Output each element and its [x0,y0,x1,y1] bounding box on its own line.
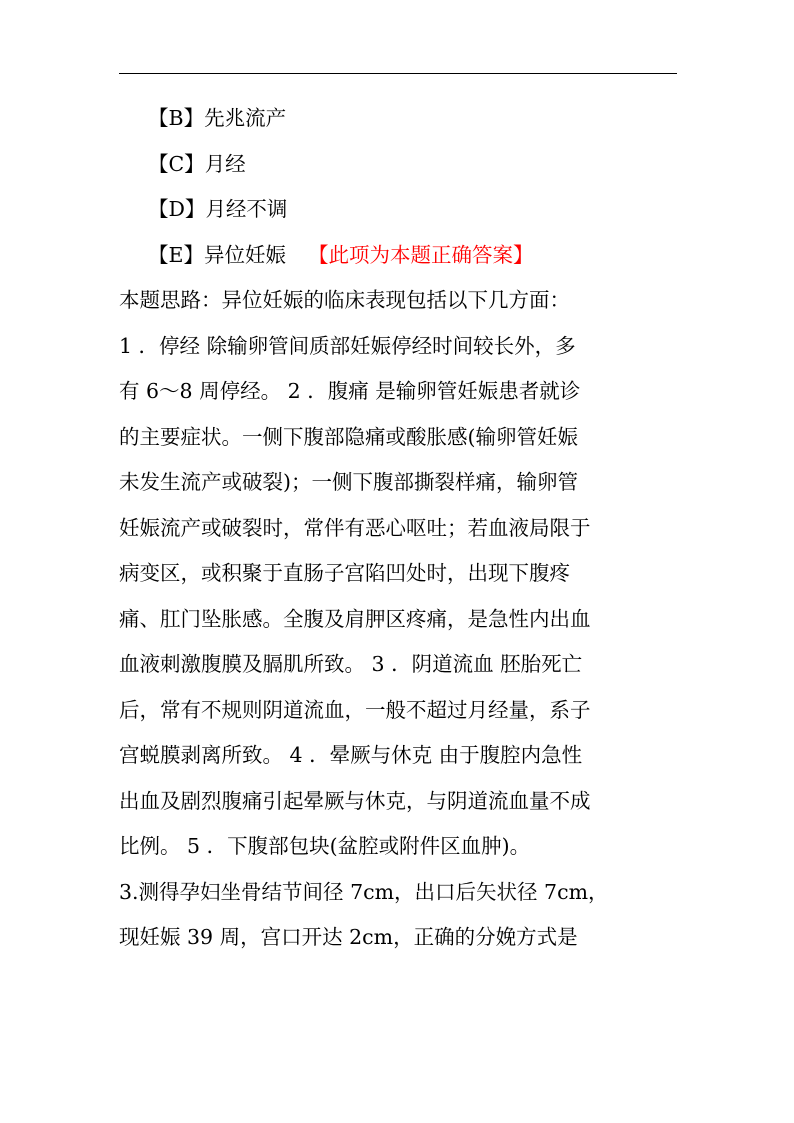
question-line: 3.测得孕妇坐骨结节间径 7cm，出口后矢状径 7cm， [119,879,609,904]
correct-answer-mark: 【此项为本题正确答案】 [307,242,534,267]
analysis-line: 宫蜕膜剥离所致。 4 ．晕厥与休克 由于腹腔内急性 [119,743,583,767]
option-text: 月经 [204,151,246,176]
option-c [119,142,679,188]
analysis-line: 出血及剧烈腹痛引起晕厥与休克，与阴道流血量不成 [119,788,591,813]
option-text: 先兆流产 [204,106,287,130]
option-key: 【E】 [148,242,204,267]
analysis-line: 血液刺激腹膜及膈肌所致。 3 ．阴道流血 胚胎死亡 [119,652,583,676]
option-key: 【D】 [148,197,206,221]
analysis-line: 有 6～8 周停经。 2 ．腹痛 是输卵管妊娠患者就诊 [119,379,581,403]
option-key: 【B】 [148,106,205,130]
analysis-line: 痛、肛门坠胀感。全腹及肩胛区疼痛，是急性内出血 [119,606,591,631]
option-text: 异位妊娠 [203,242,286,267]
option-d [119,187,679,233]
document-body [119,96,679,961]
analysis-line: 比例。 5 ．下腹部包块(盆腔或附件区血肿)。 [119,834,531,858]
analysis-line: 本题思路：异位妊娠的临床表现包括以下几方面： [119,288,570,312]
question-line: 现妊娠 39 周，宫口开达 2cm，正确的分娩方式是 [119,925,578,949]
analysis-line: 病变区，或积聚于直肠子宫陷凹处时，出现下腹疼 [119,561,570,585]
option-e [119,233,679,279]
analysis-line: 的主要症状。一侧下腹部隐痛或酸胀感(输卵管妊娠 [119,424,578,449]
analysis-line: 1 ．停经 除输卵管间质部妊娠停经时间较长外，多 [119,333,576,358]
analysis-line: 未发生流产或破裂)；一侧下腹部撕裂样痛，输卵管 [119,470,578,494]
analysis-line: 妊娠流产或破裂时，常伴有恶心呕吐；若血液局限于 [119,515,591,540]
option-key: 【C】 [148,151,205,176]
option-text: 月经不调 [205,197,288,221]
option-b [119,96,679,142]
header-rule [119,73,677,74]
analysis-line: 后，常有不规则阴道流血，一般不超过月经量，系子 [119,697,591,722]
